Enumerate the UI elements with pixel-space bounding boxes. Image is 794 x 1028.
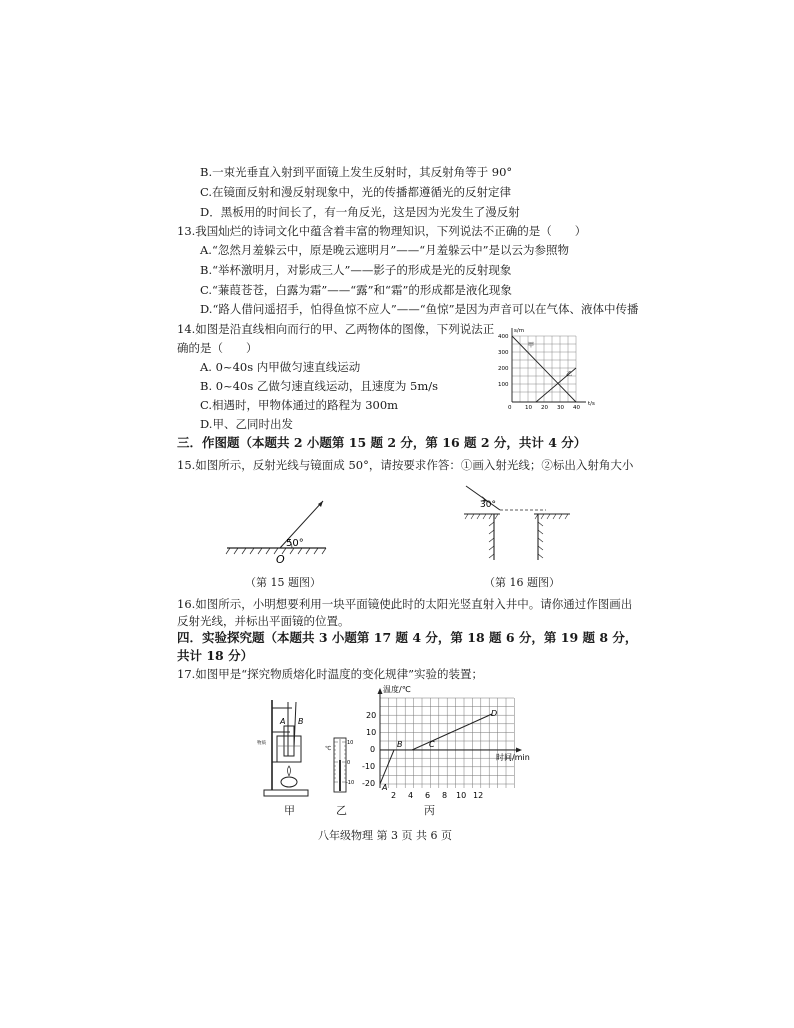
chart-xlabel: 时间/min (496, 753, 530, 762)
q16-stem-line2: 反射光线，并标出平面镜的位置。 (177, 614, 350, 628)
thermometer-tick-neg10: -10 (346, 780, 355, 786)
q15-stem: 15.如图所示，反射光线与镜面成 50°，请按要求作答：①画入射光线；②标出入射角大小 (177, 458, 634, 472)
q14-label-yi: 乙 (566, 371, 573, 378)
chart-point-d: D (491, 709, 498, 718)
label-b: B (298, 717, 304, 726)
q16-angle-label: 30° (480, 500, 496, 510)
q14-xlabel: t/s (588, 401, 595, 407)
q14-option-b: B. 0~40s 乙做匀速直线运动，且速度为 5m/s (200, 379, 439, 393)
q17-thermometer-yi (322, 734, 358, 796)
q13-option-d: D.“路人借问遥招手，怕得鱼惊不应人”——“鱼惊”是因为声音可以在气体、液体中传播 (200, 302, 639, 316)
q14-xtick-40: 40 (573, 405, 580, 411)
q15-angle-label: 50° (286, 538, 304, 549)
q14-option-d: D.甲、乙同时出发 (200, 417, 293, 431)
q14-ylabel: s/m (514, 328, 525, 334)
q16-well-hatching (489, 522, 543, 558)
q12-option-d: D．黑板用的时间长了，有一角反光，这是因为光发生了漫反射 (200, 205, 520, 219)
q12-option-b: B.一束光垂直入射到平面镜上发生反射时，其反射角等于 90° (200, 165, 513, 179)
chart-ytick-10: 10 (366, 728, 377, 737)
q14-ytick-400: 400 (498, 334, 509, 340)
section-4-title-line2: 共计 18 分） (177, 648, 254, 663)
q13-option-c: C.“蒹葭苍苍，白露为霜”——“露”和“霜”的形成都是液化现象 (200, 283, 512, 297)
chart-xtick-8: 8 (442, 791, 448, 800)
q12-option-c: C.在镜面反射和漫反射现象中，光的传播都遵循光的反射定律 (200, 185, 512, 199)
q16-ground-hatching (465, 514, 568, 519)
section-3-title: 三．作图题（本题共 2 小题第 15 题 2 分，第 16 题 2 分，共计 4 分） (177, 435, 587, 450)
section-4-title-line1: 四．实验探究题（本题共 3 小题第 17 题 4 分，第 18 题 6 分，第 19 题 8 分， (177, 630, 638, 645)
q13-stem: 13.我国灿烂的诗词文化中蕴含着丰富的物理知识，下列说法不正确的是（ ） (177, 224, 587, 238)
chart-ytick-0: 0 (370, 745, 376, 754)
q14-stem-line2: 确的是（ ） (177, 341, 258, 355)
chart-x-arrow (516, 748, 522, 753)
chart-xtick-6: 6 (425, 791, 431, 800)
q17-apparatus-jia (250, 696, 320, 800)
chart-xtick-12: 12 (473, 791, 484, 800)
alcohol-lamp (281, 777, 297, 787)
q14-option-c: C.相遇时，甲物体通过的路程为 300m (200, 398, 399, 412)
chart-xtick-10: 10 (456, 791, 467, 800)
q14-st-graph (494, 324, 604, 416)
q14-ytick-300: 300 (498, 350, 509, 356)
q14-xtick-10: 10 (525, 405, 532, 411)
test-tube (284, 726, 294, 756)
stand-base (264, 790, 308, 796)
fig-label-yi: 乙 (336, 804, 347, 817)
chart-ytick-20: 20 (366, 711, 377, 720)
chart-point-b: B (397, 740, 403, 749)
chart-xtick-2: 2 (391, 791, 397, 800)
q14-stem-line1: 14.如图是沿直线相向而行的甲、乙两物体的图像，下列说法正 (177, 322, 495, 336)
chart-ylabel: 温度/℃ (383, 685, 411, 694)
q14-xtick-30: 30 (557, 405, 564, 411)
thermometer-tick-10: 10 (347, 740, 354, 746)
q16-caption: （第 16 题图） (484, 576, 560, 589)
chart-ytick-neg10: -10 (362, 762, 376, 771)
mercury-column (339, 760, 341, 791)
q14-label-jia: 甲 (528, 342, 535, 349)
chart-y-arrow (378, 688, 383, 694)
fig-label-bing: 丙 (424, 804, 435, 817)
q14-option-a: A. 0~40s 内甲做匀速直线运动 (200, 360, 361, 374)
q14-ytick-100: 100 (498, 382, 509, 388)
chart-point-a: A (382, 783, 388, 792)
q15-figure (222, 494, 332, 568)
page-footer: 八年级物理 第 3 页 共 6 页 (318, 829, 452, 842)
q17-stem: 17.如图甲是“探究物质熔化时温度的变化规律”实验的装置； (177, 667, 484, 681)
q16-stem-line1: 16.如图所示，小明想要利用一块平面镜使此时的太阳光竖直射入井中。请你通过作图画出 (177, 597, 633, 611)
flame (288, 766, 291, 776)
thermometer-unit: ℃ (325, 746, 332, 752)
q13-option-a: A.“忽然月羞躲云中，原是晚云遮明月”——“月羞躲云中”是以云为参照物 (200, 243, 569, 257)
q17-temperature-chart-bing (362, 684, 540, 802)
chart-xtick-4: 4 (408, 791, 414, 800)
q16-figure (458, 478, 578, 564)
label-a: A (280, 717, 286, 726)
q15-caption: （第 15 题图） (245, 576, 321, 589)
q15-point-o: O (276, 553, 285, 566)
q14-xtick-20: 20 (541, 405, 548, 411)
fig-label-jia: 甲 (284, 804, 295, 817)
beaker (277, 736, 301, 762)
chart-ytick-neg20: -20 (362, 779, 376, 788)
q14-origin: 0 (508, 405, 512, 411)
thermometer-tick-0: 0 (347, 760, 351, 766)
q14-ytick-200: 200 (498, 366, 509, 372)
chart-point-c: C (429, 740, 435, 749)
q13-option-b: B.“举杯激明月，对影成三人”——影子的形成是光的反射现象 (200, 263, 512, 277)
substance-label: 物质 (257, 741, 266, 746)
